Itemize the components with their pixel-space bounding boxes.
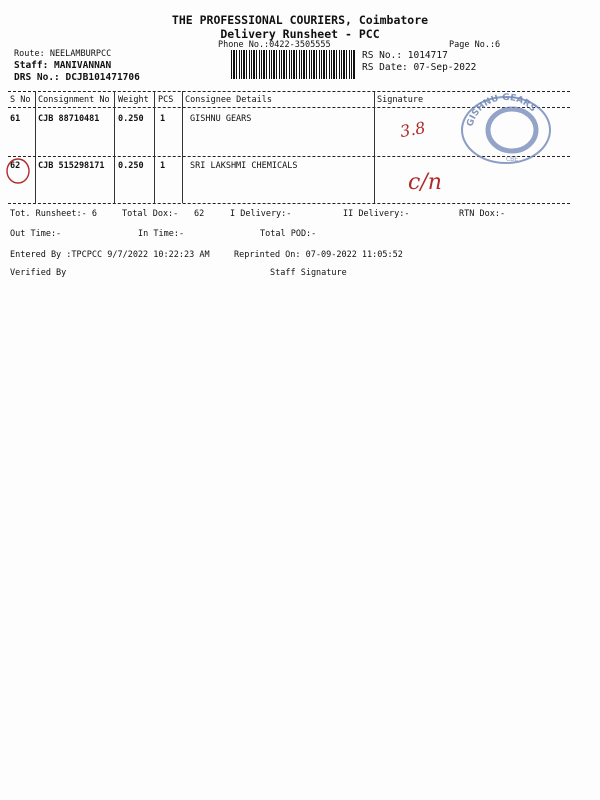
table-bottom-rule [8,203,570,204]
col-divider [35,91,36,203]
col-header-consignee: Consignee Details [185,95,272,105]
in-time: In Time:- [138,229,185,239]
entered-by: Entered By :TPCPCC 9/7/2022 10:22:23 AM [10,250,210,260]
row-pcs: 1 [160,114,166,124]
handdrawn-circle-mark [4,155,34,187]
row-consignee: GISHNU GEARS [190,114,252,124]
reprinted-on: Reprinted On: 07-09-2022 11:05:52 [234,250,403,260]
runsheet-title: Delivery Runsheet - PCC [220,27,380,41]
rs-number: RS No.: 1014717 [362,50,448,61]
barcode [231,50,355,79]
rtn-dox: RTN Dox:- [459,209,506,219]
total-runsheet: Tot. Runsheet:- 6 [10,209,97,219]
drs-number: DRS No.: DCJB101471706 [14,72,140,83]
col-header-sno: S No [10,95,31,105]
staff: Staff: MANIVANNAN [14,60,112,71]
company-title: THE PROFESSIONAL COURIERS, Coimbatore [171,13,429,27]
handwritten-signature: 3.8 [398,117,427,142]
stamp-bottom-text: CBE [505,156,519,163]
row-weight: 0.250 [118,161,144,171]
row-sno: 62 [10,161,21,171]
row-consignee: SRI LAKSHMI CHEMICALS [190,161,298,171]
row-pcs: 1 [160,161,166,171]
total-dox-value: 62 [194,209,205,219]
col-header-pcs: PCS [158,95,174,105]
phone-number: Phone No.:0422-3505555 [218,40,331,50]
col-divider [114,91,115,203]
staff-signature: Staff Signature [270,268,347,278]
col-header-consignment: Consignment No [38,95,110,105]
company-stamp [452,92,556,164]
ii-delivery: II Delivery:- [343,209,410,219]
total-dox-label: Total Dox:- [122,209,179,219]
route: Route: NEELAMBURPCC [14,49,112,59]
row-weight: 0.250 [118,114,144,124]
rs-date: RS Date: 07-Sep-2022 [362,62,477,73]
stamp-text: GISHNU GEARS [465,92,538,128]
col-divider [154,91,155,203]
col-header-weight: Weight [118,95,149,105]
handwritten-note: c/n [408,170,442,195]
row-consignment: CJB 515298171 [38,161,105,171]
row-sno: 61 [10,114,21,124]
col-header-signature: Signature [377,95,424,105]
col-divider [182,91,183,203]
col-divider [374,91,375,203]
row-consignment: CJB 88710481 [38,114,100,124]
verified-by: Verified By [10,268,67,278]
out-time: Out Time:- [10,229,62,239]
i-delivery: I Delivery:- [230,209,292,219]
total-pod: Total POD:- [260,229,317,239]
page-number: Page No.:6 [449,40,501,50]
